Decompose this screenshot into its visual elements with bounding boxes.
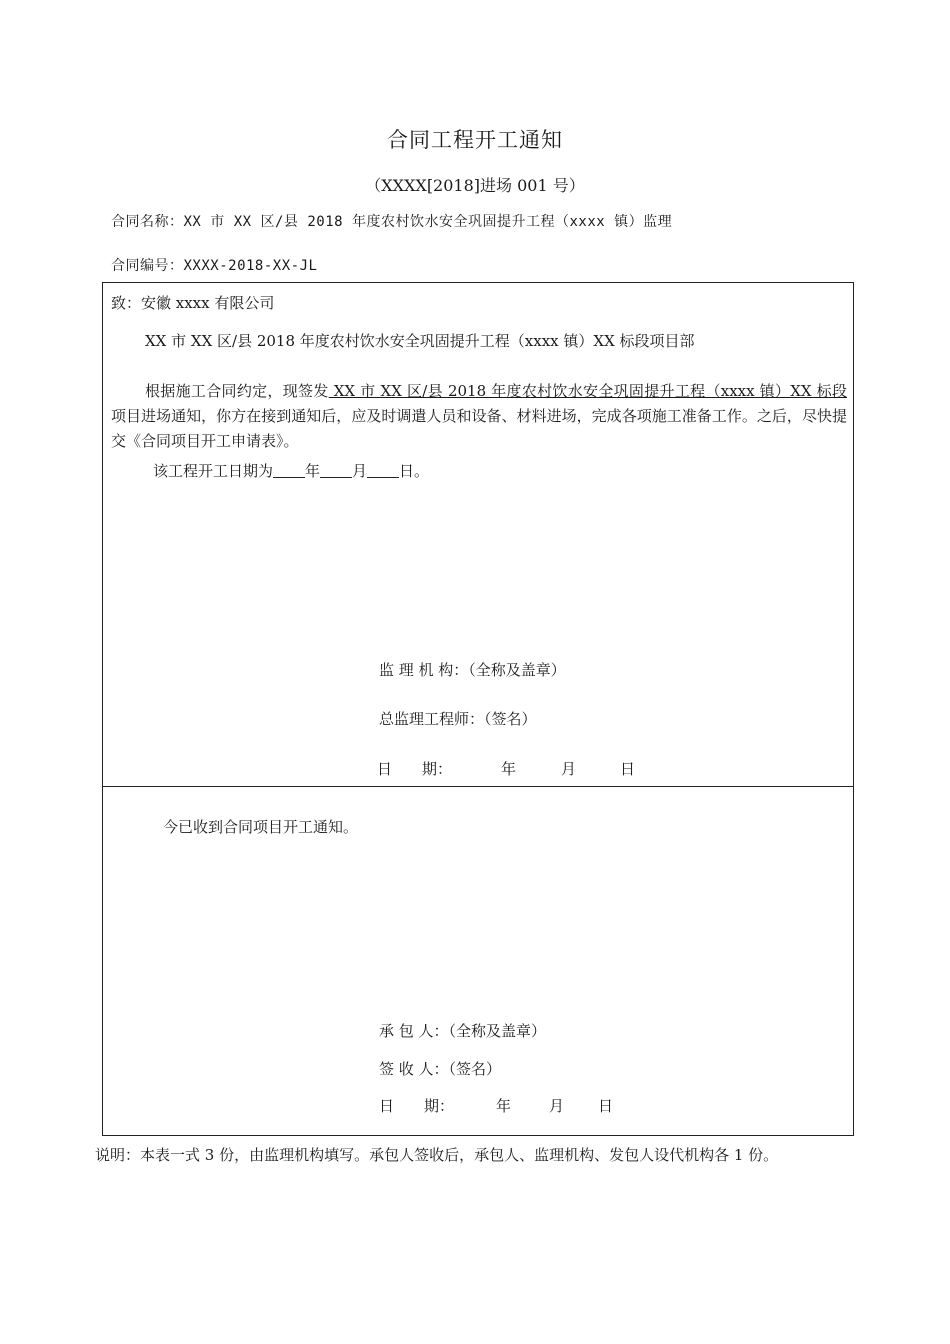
- start-date-line: [153, 460, 429, 481]
- page-title: 合同工程开工通知: [387, 128, 563, 152]
- notice-date-day: 日: [620, 760, 636, 778]
- chief-engineer: 总监理工程师：（签名）: [379, 710, 537, 728]
- receipt-text: 今已收到合同项目开工通知。: [163, 818, 359, 836]
- supervisor-org: 监 理 机 构：（全称及盖章）: [379, 661, 566, 679]
- notice-body: [111, 379, 847, 454]
- notice-body-project: XX 市 XX 区/县 2018 年度农村饮水安全巩固提升工程（xxxx 镇）XX 标段: [328, 382, 847, 400]
- notice-date-label: 日 期：: [377, 760, 453, 778]
- receipt-date-year: 年: [496, 1097, 512, 1115]
- addressee: 致：安徽 xxxx 有限公司: [111, 294, 275, 312]
- contractor: 承 包 人：（全称及盖章）: [379, 1022, 547, 1040]
- notice-body-lead: 根据施工合同约定，现签发: [145, 382, 329, 400]
- notice-date-year: 年: [501, 760, 517, 778]
- footnote: 说明：本表一式 3 份，由监理机构填写。承包人签收后，承包人、监理机构、发包人设代机构各 1 份。: [95, 1146, 779, 1164]
- contract-name: 合同名称：XX 市 XX 区/县 2018 年度农村饮水安全巩固提升工程（xxxx 镇）监理: [111, 214, 673, 230]
- document-number: （XXXX[2018]进场 001 号）: [365, 176, 585, 195]
- start-date-year: 年: [305, 462, 321, 480]
- start-date-prefix: 该工程开工日期为: [153, 462, 274, 480]
- receipt-date-day: 日: [598, 1097, 614, 1115]
- project-department: XX 市 XX 区/县 2018 年度农村饮水安全巩固提升工程（xxxx 镇）XX 标段项目部: [145, 332, 695, 350]
- receipt-date-month: 月: [549, 1097, 565, 1115]
- notice-body-rest: 项目进场通知，你方在接到通知后，应及时调遣人员和设备、材料进场，完成各项施工准备工作。之后，尽快提交《合同项目开工申请表》。: [111, 407, 847, 450]
- notice-section: [102, 282, 854, 787]
- notice-date-month: 月: [561, 760, 577, 778]
- month-blank: [320, 462, 352, 478]
- day-blank: [367, 462, 399, 478]
- signer: 签 收 人：（签名）: [379, 1060, 502, 1078]
- start-date-month: 月: [352, 462, 368, 480]
- receipt-date-label: 日 期：: [379, 1097, 455, 1115]
- receipt-section: [102, 786, 854, 1136]
- contract-number: 合同编号：XXXX-2018-XX-JL: [111, 258, 318, 274]
- start-date-day: 日。: [399, 462, 430, 480]
- year-blank: [273, 462, 305, 478]
